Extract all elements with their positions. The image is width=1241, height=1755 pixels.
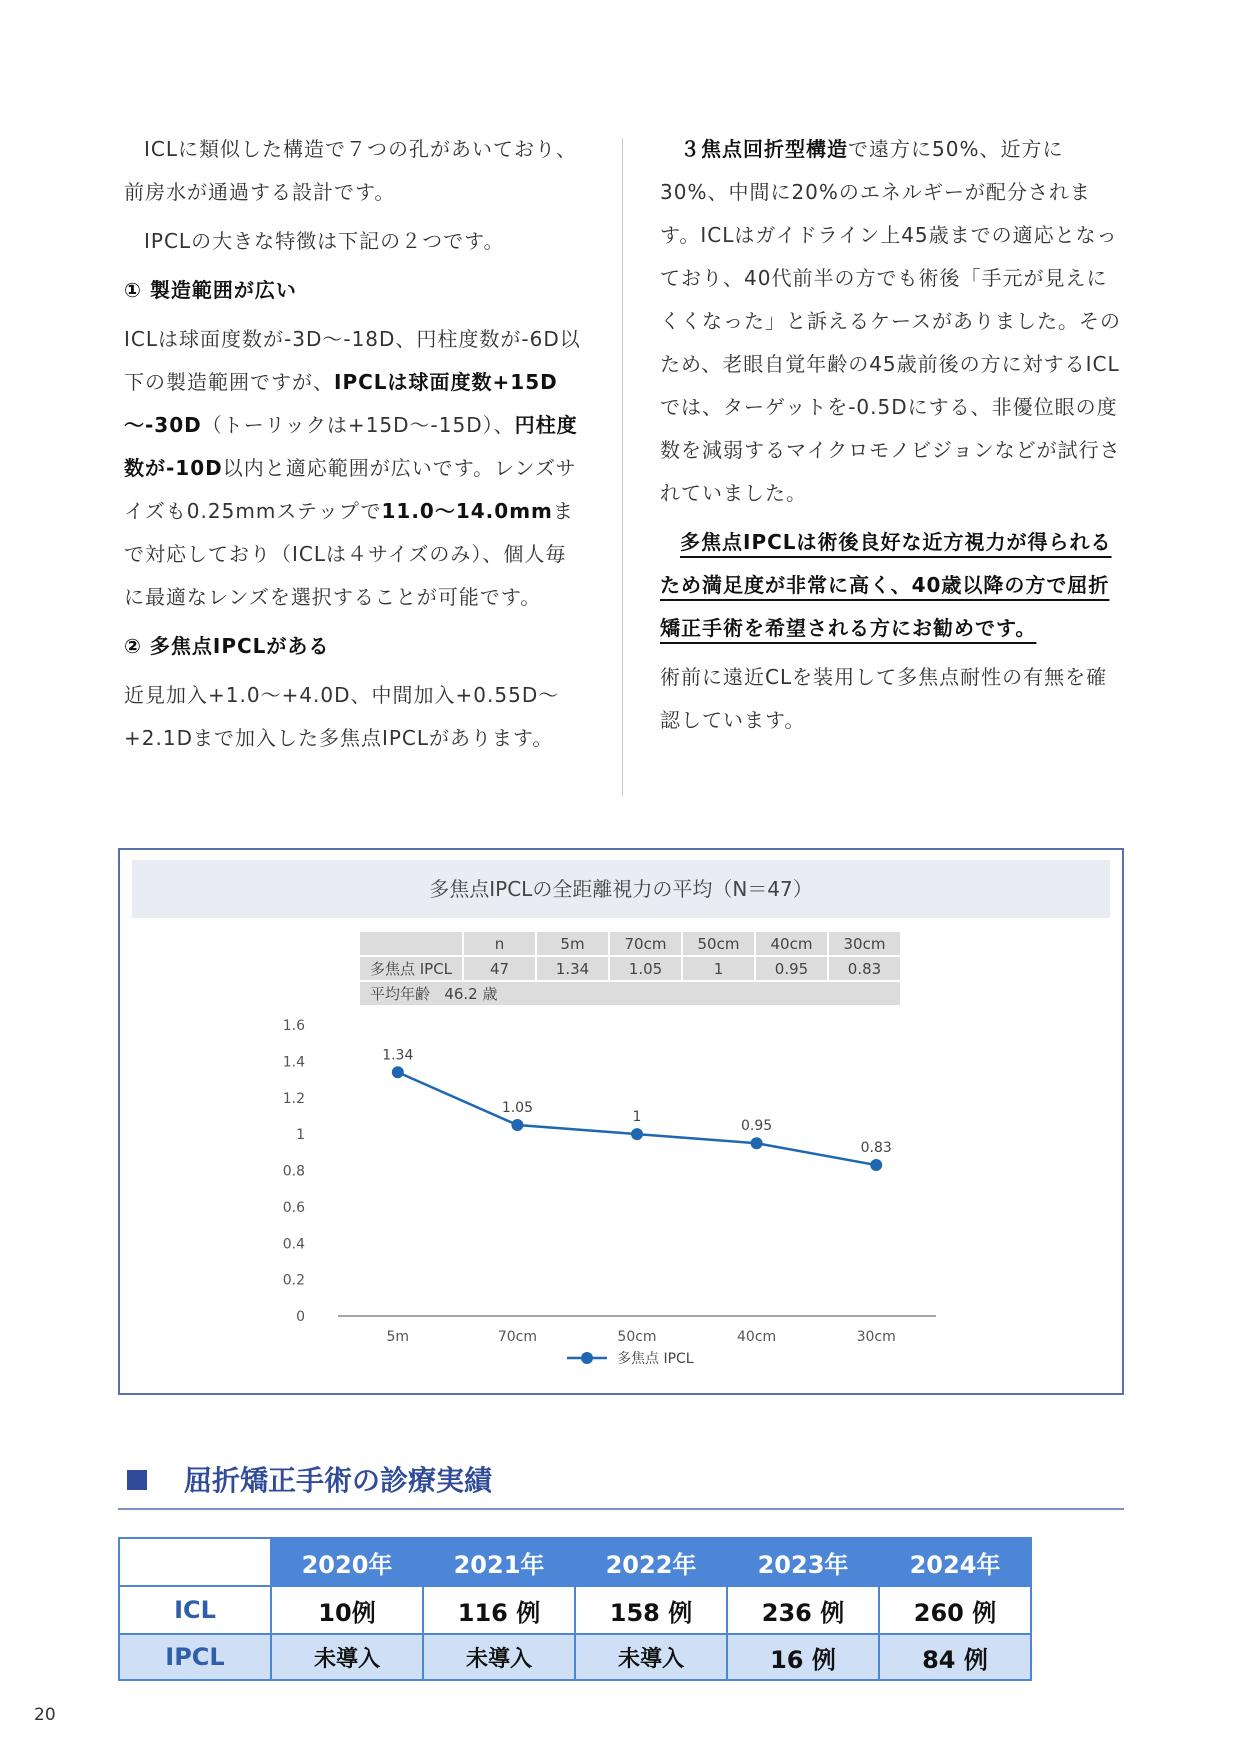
chart-title: 多焦点IPCLの全距離視力の平均（N＝47）	[132, 860, 1110, 918]
results-cell: 16 例	[727, 1634, 879, 1680]
y-tick-label: 0.6	[282, 1199, 305, 1216]
data-point	[751, 1137, 763, 1149]
results-cell: 未導入	[271, 1634, 423, 1680]
data-point	[870, 1159, 882, 1171]
results-cell: 84 例	[879, 1634, 1031, 1680]
results-cell: 116 例	[423, 1586, 575, 1634]
paragraph-ipcl-features: IPCLの大きな特徴は下記の２つです。	[144, 229, 505, 253]
results-cell: 158 例	[575, 1586, 727, 1634]
year-header: 2022年	[575, 1538, 727, 1586]
y-tick-label: 1.6	[282, 1018, 305, 1034]
y-tick-label: 1.2	[282, 1090, 305, 1107]
square-bullet-icon	[127, 1470, 147, 1490]
summary-cell: 47	[463, 956, 536, 981]
paragraph-preop-test: 術前に遠近CLを装用して多焦点耐性の有無を確認しています。	[660, 665, 1108, 732]
data-label: 1.34	[382, 1047, 414, 1064]
section-title: 屈折矯正手術の診療実績	[184, 1464, 493, 1497]
summary-header-cell: 5m	[536, 931, 609, 956]
row-label-ipcl: IPCL	[119, 1634, 271, 1680]
summary-header-cell: 40cm	[755, 931, 828, 956]
results-cell: 260 例	[879, 1586, 1031, 1634]
paragraph-trifocal: ３焦点回折型構造で遠方に50%、近方に30%、中間に20%のエネルギーが配分されます。ICLはガイドライン上45歳までの適応となっており、40代前半の方でも術後「手元が見えにくくなった」と訴えるケースがありました。そのため、老眼自覚年齢の45歳前後の方に対するICLでは、ターゲットを-0.5Dにする、非優位眼の度数を減弱するマイクロモノビジョンなどが試行されていました。	[660, 137, 1121, 505]
column-divider	[622, 138, 623, 796]
paragraph-manufacturing-range: ICLは球面度数が-3D～-18D、円柱度数が-6D以下の製造範囲ですが、IPCLは球面度数+15D～-30D（トーリックは+15D～-15D）、円柱度数が-10D以内と適応範囲が広いです。レンズサイズも0.25mmステップで11.0～14.0mmまで対応しており（ICLは４サイズのみ）、個人毎に最適なレンズを選択することが可能です。	[124, 327, 581, 609]
age-label: 平均年齢	[370, 985, 431, 1003]
x-tick-label: 70cm	[497, 1329, 537, 1345]
summary-cell: 1	[682, 956, 755, 981]
x-tick-label: 30cm	[856, 1329, 896, 1345]
y-tick-label: 0.2	[282, 1272, 305, 1289]
year-header: 2021年	[423, 1538, 575, 1586]
chart-panel	[118, 848, 1124, 1395]
y-tick-label: 0.8	[282, 1163, 305, 1180]
data-label: 1.05	[501, 1100, 533, 1117]
x-tick-label: 50cm	[617, 1329, 657, 1345]
heading-multifocal-ipcl: ② 多焦点IPCLがある	[124, 634, 330, 658]
summary-header-cell: 50cm	[682, 931, 755, 956]
x-tick-label: 40cm	[737, 1329, 777, 1345]
summary-row-label: 多焦点 IPCL	[359, 956, 463, 981]
summary-header-cell: 70cm	[609, 931, 682, 956]
page-number: 20	[34, 1705, 56, 1725]
data-label: 0.95	[741, 1118, 773, 1135]
data-label: 0.83	[860, 1140, 892, 1157]
legend-marker	[581, 1352, 593, 1364]
surgery-results-table	[118, 1537, 1032, 1681]
y-tick-label: 1.4	[282, 1054, 305, 1071]
legend-label: 多焦点 IPCL	[617, 1351, 694, 1367]
y-tick-label: 0.4	[282, 1236, 305, 1253]
data-point	[511, 1119, 523, 1131]
results-row-icl	[119, 1586, 1031, 1634]
results-cell: 未導入	[423, 1634, 575, 1680]
paragraph-icl-structure: ICLに類似した構造で７つの孔があいており、前房水が通過する設計です。	[124, 137, 578, 204]
results-row-ipcl	[119, 1634, 1031, 1680]
row-label-icl: ICL	[119, 1586, 271, 1634]
paragraph-recommendation: 多焦点IPCLは術後良好な近方視力が得られるため満足度が非常に高く、40歳以降の方で屈折矯正手術を希望される方にお勧めです。	[660, 530, 1112, 640]
line-chart	[120, 850, 1122, 1393]
data-point	[631, 1128, 643, 1140]
y-tick-label: 1	[296, 1127, 305, 1144]
data-label: 1	[632, 1109, 642, 1126]
results-cell: 236 例	[727, 1586, 879, 1634]
age-value: 46.2 歳	[444, 985, 498, 1003]
summary-cell: 1.05	[609, 956, 682, 981]
x-tick-label: 5m	[386, 1329, 410, 1345]
y-tick-label: 0	[296, 1309, 305, 1325]
right-column	[660, 128, 1122, 742]
results-cell: 10例	[271, 1586, 423, 1634]
year-header: 2020年	[271, 1538, 423, 1586]
summary-cell: 0.83	[828, 956, 901, 981]
results-corner-cell	[119, 1538, 271, 1586]
summary-cell: 1.34	[536, 956, 609, 981]
year-header: 2023年	[727, 1538, 879, 1586]
left-column	[124, 128, 586, 760]
data-point	[392, 1066, 404, 1078]
year-header: 2024年	[879, 1538, 1031, 1586]
results-header-row	[119, 1538, 1031, 1586]
results-cell: 未導入	[575, 1634, 727, 1680]
paragraph-addition-power: 近見加入+1.0～+4.0D、中間加入+0.55D～+2.1Dまで加入した多焦点IPCLがあります。	[124, 683, 560, 750]
heading-manufacturing-range: ① 製造範囲が広い	[124, 278, 297, 302]
summary-cell: 0.95	[755, 956, 828, 981]
summary-header-cell: n	[463, 931, 536, 956]
summary-header-cell: 30cm	[828, 931, 901, 956]
section-underline	[118, 1508, 1124, 1510]
